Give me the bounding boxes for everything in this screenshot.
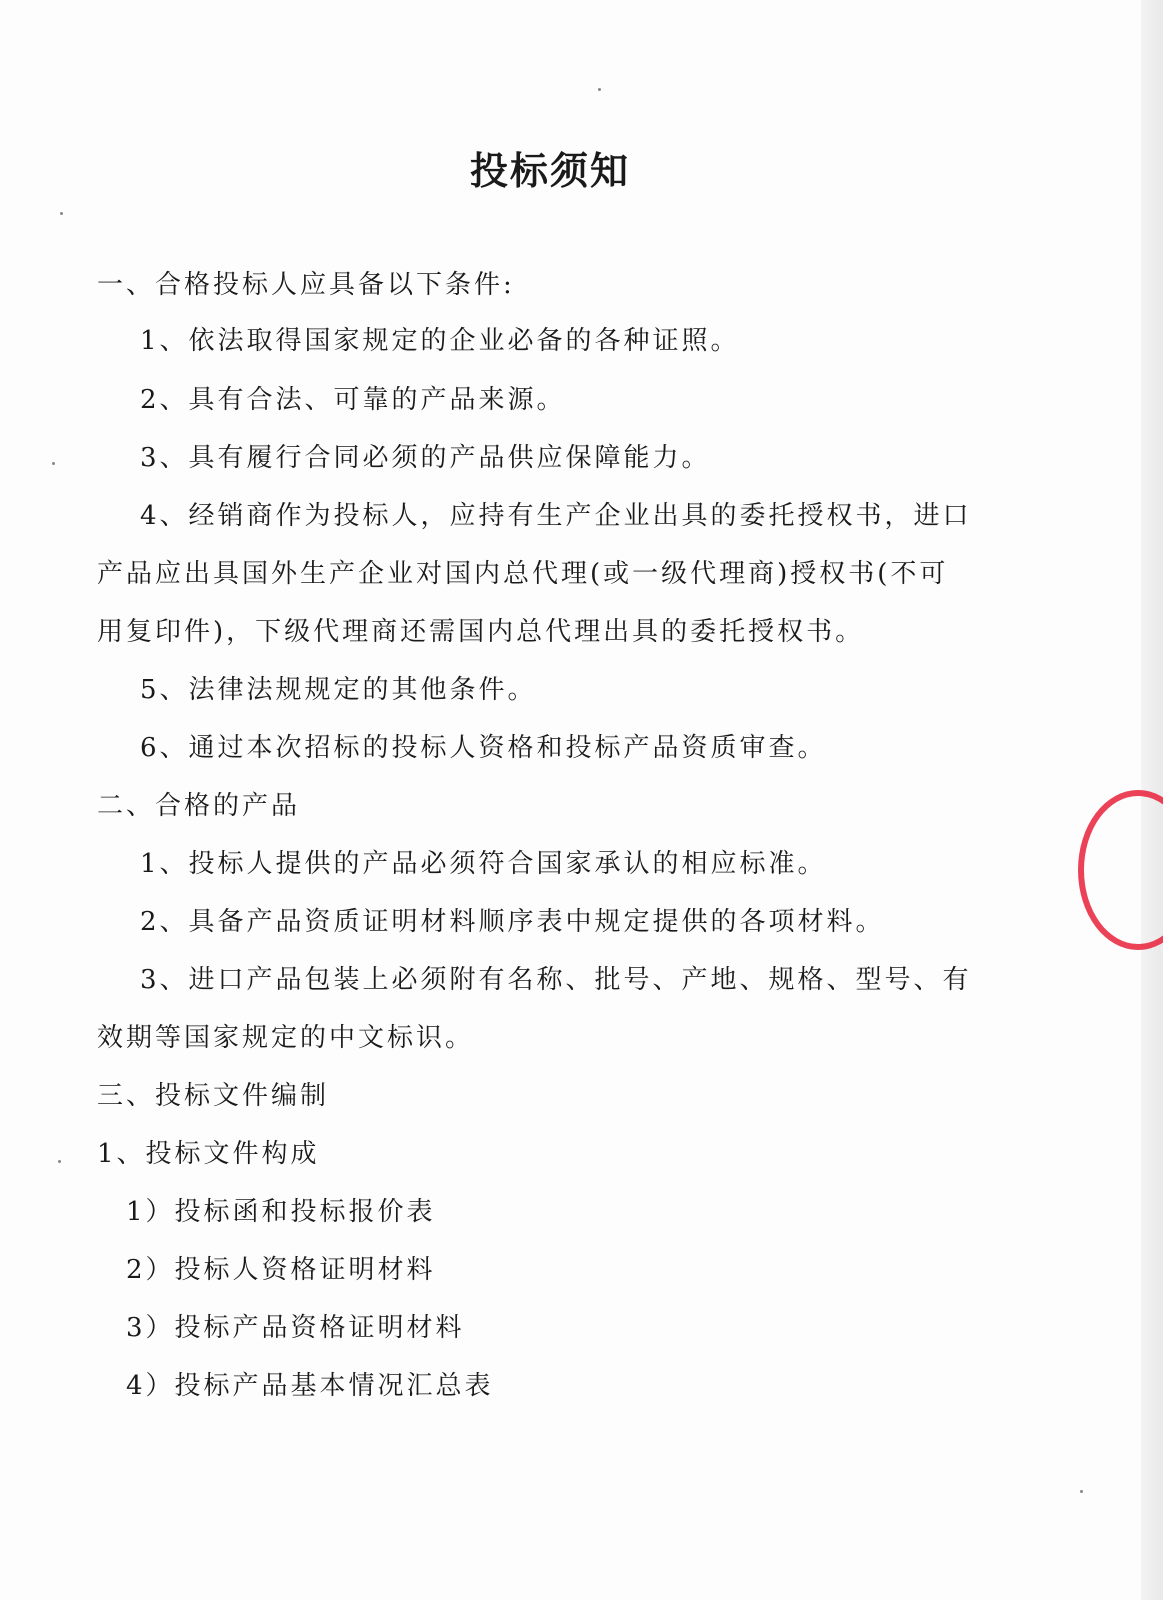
scan-speck [1080,1490,1083,1493]
red-seal-stamp [1078,790,1163,950]
section3-sub1-item2: 2）投标人资格证明材料 [126,1255,436,1285]
section1-item6: 6、通过本次招标的投标人资格和投标产品资质审查。 [140,733,827,763]
section2-item2: 2、具备产品资质证明材料顺序表中规定提供的各项材料。 [140,907,885,937]
section3-heading: 三、投标文件编制 [97,1081,330,1111]
section1-item2: 2、具有合法、可靠的产品来源。 [140,385,566,415]
section2-item3-line2: 效期等国家规定的中文标识。 [97,1023,475,1053]
section1-item1: 1、依法取得国家规定的企业必备的各种证照。 [140,326,740,356]
scan-speck [598,88,601,91]
section3-sub1-heading: 1、投标文件构成 [97,1139,320,1169]
section3-sub1-item3: 3）投标产品资格证明材料 [126,1313,465,1343]
section1-item4-line1: 4、经销商作为投标人，应持有生产企业出具的委托授权书，进口 [140,501,972,531]
document-title: 投标须知 [469,149,630,193]
section2-item1: 1、投标人提供的产品必须符合国家承认的相应标准。 [140,849,827,879]
section1-item4-line3: 用复印件)，下级代理商还需国内总代理出具的委托授权书。 [97,617,865,647]
section1-heading: 一、合格投标人应具备以下条件: [97,270,515,300]
section1-item4-line2: 产品应出具国外生产企业对国内总代理(或一级代理商)授权书(不可 [97,559,949,589]
section2-heading: 二、合格的产品 [97,791,301,821]
section2-item3-line1: 3、进口产品包装上必须附有名称、批号、产地、规格、型号、有 [140,965,972,995]
section1-item3: 3、具有履行合同必须的产品供应保障能力。 [140,443,711,473]
scan-speck [58,1160,61,1163]
section3-sub1-item1: 1）投标函和投标报价表 [126,1197,436,1227]
scan-speck [60,212,63,215]
section1-item5: 5、法律法规规定的其他条件。 [140,675,537,705]
scan-speck [52,462,55,465]
section3-sub1-item4: 4）投标产品基本情况汇总表 [126,1371,494,1401]
